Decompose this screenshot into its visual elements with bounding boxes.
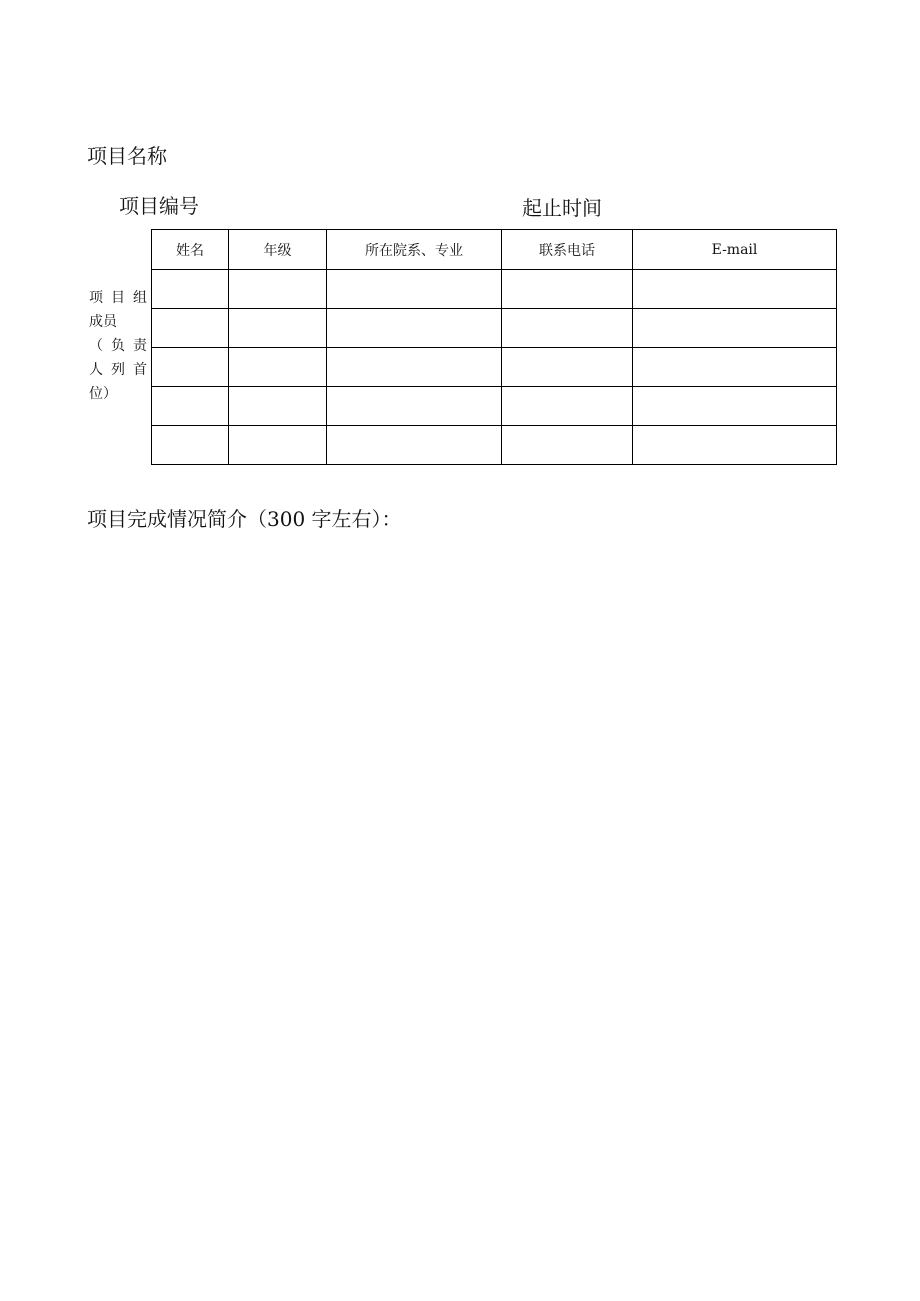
table-row bbox=[152, 426, 837, 465]
cell-department-major[interactable] bbox=[327, 387, 502, 426]
project-period-label: 起止时间 bbox=[522, 196, 602, 220]
cell-name[interactable] bbox=[152, 348, 229, 387]
cell-email[interactable] bbox=[633, 426, 837, 465]
cell-grade[interactable] bbox=[229, 270, 327, 309]
cell-name[interactable] bbox=[152, 270, 229, 309]
table-row bbox=[152, 270, 837, 309]
members-table bbox=[151, 229, 837, 465]
cell-phone[interactable] bbox=[502, 387, 633, 426]
cell-name[interactable] bbox=[152, 309, 229, 348]
cell-department-major[interactable] bbox=[327, 309, 502, 348]
project-summary-label: 项目完成情况简介（300 字左右）： bbox=[87, 507, 402, 531]
cell-name[interactable] bbox=[152, 387, 229, 426]
project-number-label: 项目编号 bbox=[119, 194, 199, 218]
table-header-row bbox=[152, 230, 837, 270]
project-name-label: 项目名称 bbox=[87, 144, 167, 168]
table-row bbox=[152, 348, 837, 387]
cell-grade[interactable] bbox=[229, 387, 327, 426]
cell-department-major[interactable] bbox=[327, 426, 502, 465]
cell-phone[interactable] bbox=[502, 426, 633, 465]
side-label-line: 人 列 首 bbox=[89, 362, 147, 378]
cell-phone[interactable] bbox=[502, 348, 633, 387]
cell-grade[interactable] bbox=[229, 348, 327, 387]
cell-email[interactable] bbox=[633, 348, 837, 387]
cell-department-major[interactable] bbox=[327, 270, 502, 309]
header-name: 姓名 bbox=[152, 230, 229, 270]
side-label-line: 项 目 组 bbox=[89, 290, 147, 306]
cell-email[interactable] bbox=[633, 270, 837, 309]
side-label-line: 位） bbox=[89, 386, 117, 402]
table-row bbox=[152, 387, 837, 426]
cell-phone[interactable] bbox=[502, 309, 633, 348]
header-phone: 联系电话 bbox=[502, 230, 633, 270]
cell-grade[interactable] bbox=[229, 309, 327, 348]
header-department-major: 所在院系、专业 bbox=[327, 230, 502, 270]
cell-name[interactable] bbox=[152, 426, 229, 465]
cell-email[interactable] bbox=[633, 387, 837, 426]
side-label-line: 成员 bbox=[89, 314, 117, 330]
cell-email[interactable] bbox=[633, 309, 837, 348]
cell-phone[interactable] bbox=[502, 270, 633, 309]
table-row bbox=[152, 309, 837, 348]
header-grade: 年级 bbox=[229, 230, 327, 270]
members-side-label bbox=[89, 286, 147, 406]
cell-grade[interactable] bbox=[229, 426, 327, 465]
header-email: E-mail bbox=[633, 230, 837, 270]
side-label-line: （ 负 责 bbox=[89, 338, 147, 354]
cell-department-major[interactable] bbox=[327, 348, 502, 387]
